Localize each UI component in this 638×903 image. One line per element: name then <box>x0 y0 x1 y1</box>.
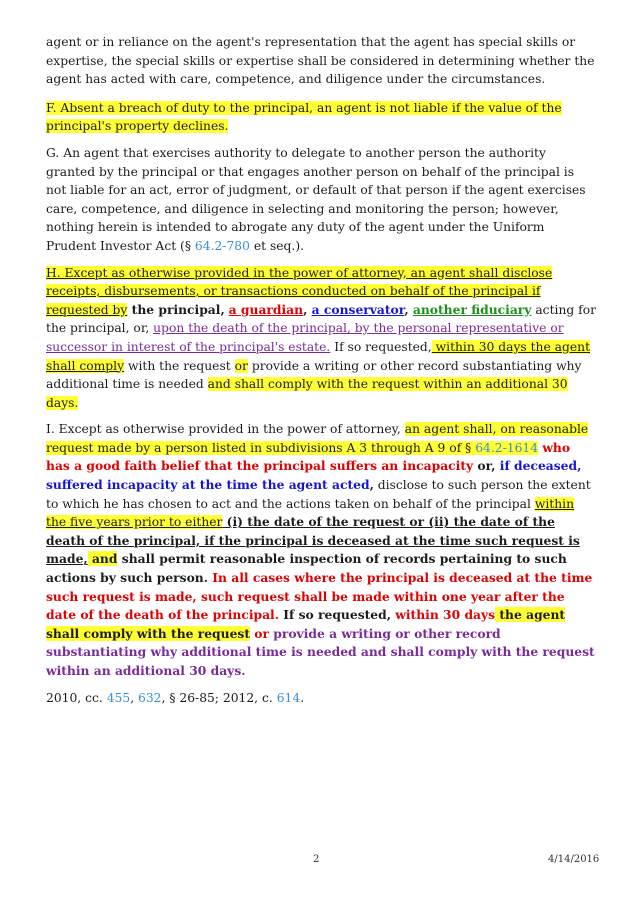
h-a-guardian: a guardian <box>228 301 304 317</box>
i-and: and <box>87 551 118 567</box>
h-within-30-days: within 30 days the agent shall comply <box>46 339 591 373</box>
h-or: or <box>234 358 248 373</box>
paragraph-f <box>46 99 598 136</box>
h-the-principal: the principal, <box>127 301 225 317</box>
i-good-faith-belief: who has a good faith belief that the principal suffers an incapacity <box>46 439 571 474</box>
h-a-conservator: a conservator <box>311 301 405 317</box>
paragraph-h <box>46 264 598 413</box>
paragraph-e-text: agent or in reliance on the agent's representation that the agent has special skills or expertise, the special skills or expertise shall be considered in determining whether the agent has acted with care, competence, and diligence under the circumstances. <box>46 35 595 87</box>
i-agent-shall: an agent shall, on reasonable request made by a person listed in subdivisions A 3 through A 9 of § <box>46 422 589 455</box>
i-disclose: disclose to such person the extent to which he has chosen to act and the actions taken on behalf of the principal <box>46 478 591 511</box>
i-additional-30-days: within an additional 30 days. <box>46 663 246 678</box>
statute-link-64-2-780[interactable]: 64.2-780 <box>194 238 250 253</box>
paragraph-g <box>46 144 598 256</box>
i-or: or, <box>473 458 500 474</box>
history-mid: , § 26-85; 2012, c. <box>161 690 277 705</box>
i-or-2: or <box>250 625 269 641</box>
i-intro: I. Except as otherwise provided in the power of attorney, <box>46 422 405 437</box>
paragraph-i <box>46 420 598 680</box>
i-agent-shall-comply: the agent shall comply with the request <box>46 607 566 641</box>
i-date-of-request: (i) the date of the request or (ii) the date of the death of the principal, if the principal is deceased at the time such request is made, <box>46 514 580 567</box>
paragraph-e-continued <box>46 33 598 89</box>
page-footer <box>0 854 638 870</box>
chapter-link-632[interactable]: 632 <box>138 690 162 705</box>
h-comma-2: , <box>404 301 413 317</box>
h-highlight-intro: H. Except as otherwise provided in the power of attorney, an agent shall disclose receipts, disbursements, or transactions conducted on behalf of the principal if requested by <box>46 265 553 317</box>
i-permit-inspection: shall permit reasonable inspection of records pertaining to such actions by such person. <box>46 551 567 586</box>
page-number: 2 <box>313 854 320 865</box>
footer-date: 4/14/2016 <box>548 854 600 865</box>
i-within-30-days: within 30 days <box>391 607 496 623</box>
i-five-years: within the five years prior to either <box>46 496 575 530</box>
paragraph-f-highlighted-text: F. Absent a breach of duty to the principal, an agent is not liable if the value of the principal's property declines. <box>46 100 562 134</box>
statute-body <box>46 33 598 717</box>
h-if-so-requested: If so requested, <box>330 339 432 354</box>
i-if-so-requested: If so requested, <box>279 607 391 623</box>
h-additional-30-days: and shall comply with the request within an additional 30 days. <box>46 377 568 410</box>
chapter-link-455[interactable]: 455 <box>106 690 131 705</box>
h-comma-1: , <box>303 301 312 317</box>
i-provide-writing: provide a writing or other record substantiating why additional time is needed and shall comply with the request <box>46 625 595 660</box>
history-suffix: . <box>300 690 305 705</box>
chapter-link-614[interactable]: 614 <box>276 690 301 705</box>
history-sep: , <box>130 690 139 705</box>
i-deceased-one-year: In all cases where the principal is deceased at the time such request is made, such request shall be made within one year after the date of the death of the principal. <box>46 570 593 623</box>
statute-link-64-2-1614[interactable]: 64.2-1614 <box>475 440 539 455</box>
i-comma: , <box>369 477 374 493</box>
history-citation <box>46 689 598 708</box>
h-with-request: with the request <box>124 358 235 373</box>
h-upon-death: upon the death of the principal, by the personal representative or successor in interest of the principal's estate. <box>46 321 564 354</box>
h-acting-for: acting for the principal, or, <box>46 302 596 336</box>
i-if-deceased: if deceased, suffered incapacity at the time the agent acted <box>46 458 582 493</box>
history-prefix: 2010, cc. <box>46 690 107 705</box>
paragraph-g-text-end: et seq.). <box>249 238 305 253</box>
h-provide-writing: provide a writing or other record substantiating why additional time is needed <box>46 358 582 392</box>
paragraph-g-text: G. An agent that exercises authority to delegate to another person the authority granted by the principal or that engages another person on behalf of the principal is not liable for an act, error of judgment, or default of that person if the agent exercises care, competence, and diligence in selecting and monitoring the person; however, nothing herein is intended to abrogate any duty of the agent under the Uniform Prudent Investor Act (§ <box>46 145 586 253</box>
h-another-fiduciary: another fiduciary <box>412 301 532 317</box>
